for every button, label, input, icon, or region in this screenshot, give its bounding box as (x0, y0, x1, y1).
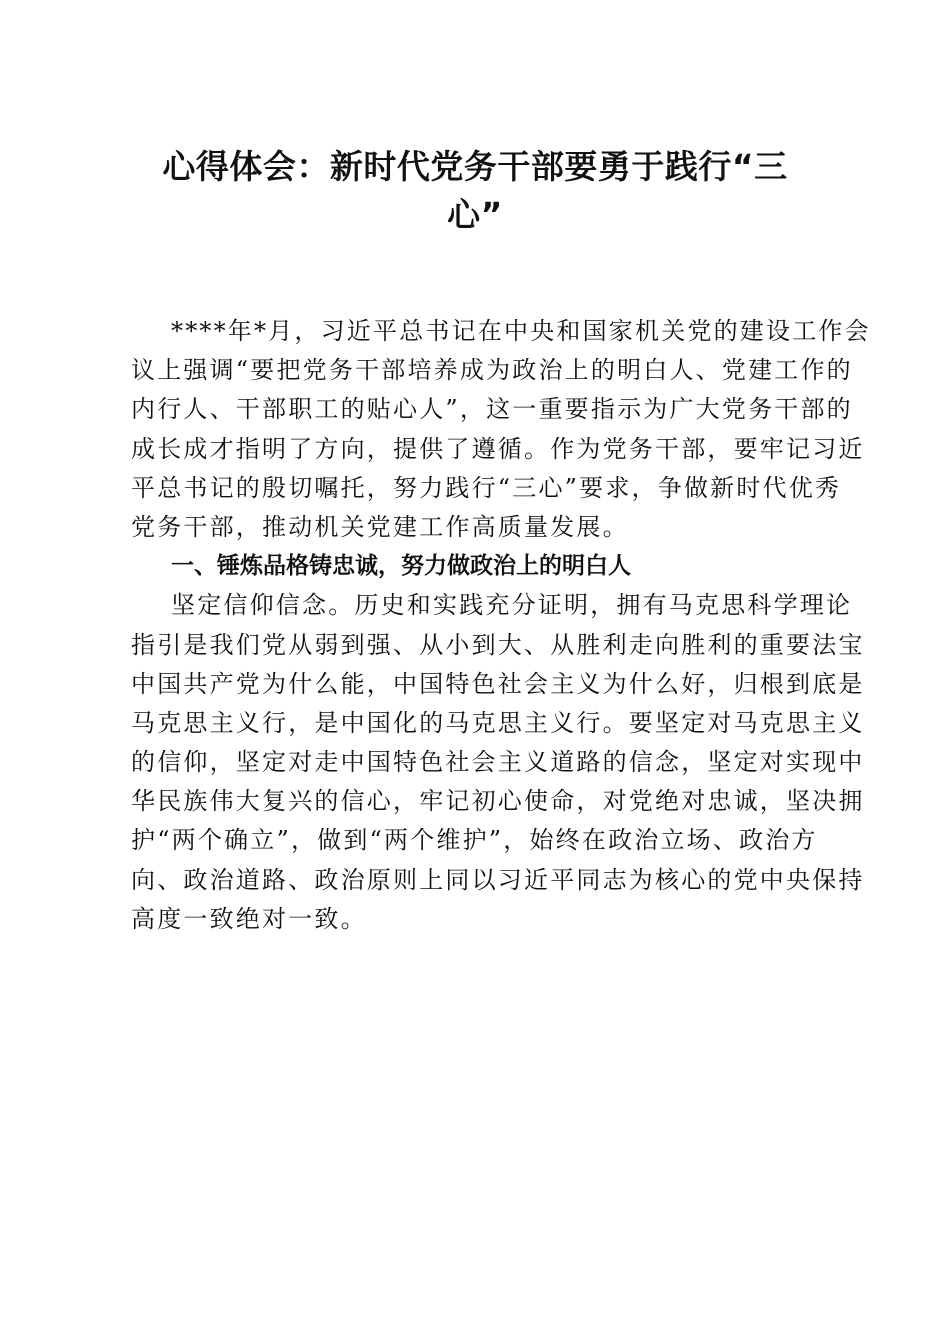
section-paragraph (131, 586, 865, 939)
title-line-1: 心得体会：新时代党务干部要勇于践行“三 (162, 147, 788, 186)
intro-line: 平总书记的殷切嘱托，努力践行“三心”要求，争做新时代优秀 (131, 473, 842, 502)
title-line-2: 心” (447, 195, 503, 234)
section-line: 华民族伟大复兴的信心，牢记初心使命，对党绝对忠诚，坚决拥 (131, 787, 865, 816)
section-line: 高度一致绝对一致。 (131, 904, 367, 933)
intro-line: ****年*月，习近平总书记在中央和国家机关党的建设工作会 (171, 317, 871, 345)
document-title (100, 143, 850, 239)
section-line: 坚定信仰信念。历史和实践充分证明，拥有马克思科学理论 (171, 591, 853, 620)
section-line: 指引是我们党从弱到强、从小到大、从胜利走向胜利的重要法宝 (131, 630, 865, 659)
intro-line: 党务干部，推动机关党建工作高质量发展。 (131, 512, 629, 541)
section-line: 向、政治道路、政治原则上同以习近平同志为核心的党中央保持 (131, 865, 865, 894)
intro-paragraph (131, 312, 871, 547)
section-line: 中国共产党为什么能，中国特色社会主义为什么好，归根到底是 (131, 669, 865, 698)
document-body (131, 312, 871, 939)
intro-line: 议上强调“要把党务干部培养成为政治上的明白人、党建工作的 (131, 356, 853, 385)
section-heading: 一、锤炼品格铸忠诚，努力做政治上的明白人 (171, 553, 631, 580)
section-line: 马克思主义行，是中国化的马克思主义行。要坚定对马克思主义 (131, 708, 865, 737)
section-line: 的信仰，坚定对走中国特色社会主义道路的信念，坚定对实现中 (131, 748, 865, 777)
section-line: 护“两个确立”，做到“两个维护”，始终在政治立场、政治方 (131, 826, 818, 855)
intro-line: 内行人、干部职工的贴心人”，这一重要指示为广大党务干部的 (131, 395, 853, 424)
intro-line: 成长成才指明了方向，提供了遵循。作为党务干部，要牢记习近 (131, 434, 865, 463)
